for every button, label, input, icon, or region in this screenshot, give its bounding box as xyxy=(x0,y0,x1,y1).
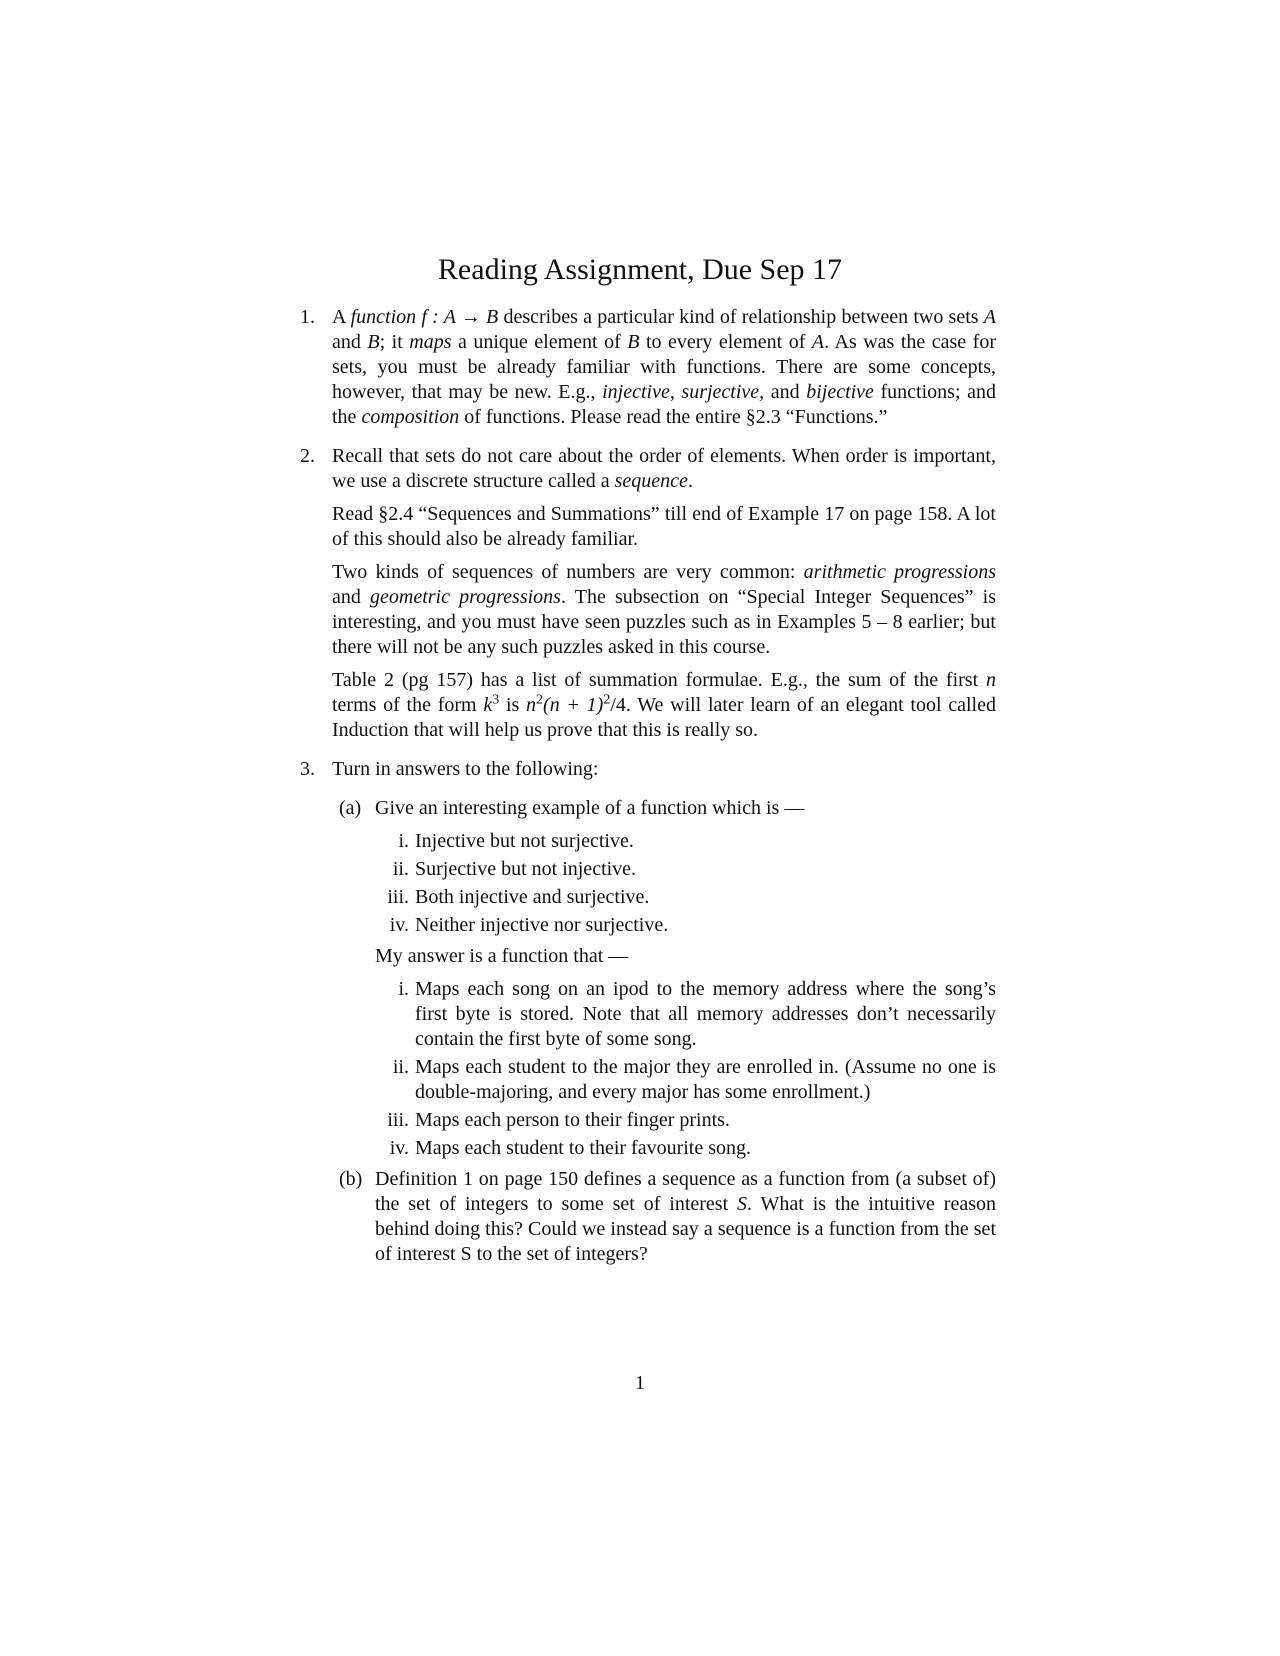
list-item-1 xyxy=(300,305,996,430)
emphasis: maps xyxy=(409,331,452,353)
subitem-a xyxy=(332,796,996,1161)
subitem-b xyxy=(332,1167,996,1267)
page-title: Reading Assignment, Due Sep 17 xyxy=(437,253,843,286)
text: to every element of xyxy=(639,331,812,353)
emphasis: arithmetic progressions xyxy=(803,561,996,583)
list-item-text: Maps each student to the major they are enrolled in. (Assume no one is double-majoring, and every major has some enrollment.) xyxy=(415,1056,996,1103)
text: is xyxy=(499,694,527,716)
list-item-text: Maps each song on an ipod to the memory address where the song’s first byte is stored. Note that all memory addresses don’t necessarily contain the first byte of some song. xyxy=(415,978,996,1050)
roman-list-questions xyxy=(375,829,996,938)
answer-intro: My answer is a function that — xyxy=(375,945,629,967)
page-number: 1 xyxy=(635,1372,645,1394)
text: functions; and the xyxy=(332,381,996,428)
superscript: 3 xyxy=(492,692,500,708)
emphasis: geometric progressions xyxy=(370,586,561,608)
text: /4. We will later learn of an elegant tool called Induction that will help us prove that this is really so. xyxy=(332,694,996,741)
list-item-text: Both injective and surjective. xyxy=(415,886,650,908)
math: n xyxy=(986,669,996,691)
list-item xyxy=(375,1136,996,1161)
text: a unique element of xyxy=(451,331,628,353)
list-item xyxy=(375,913,996,938)
roman-numeral: iv. xyxy=(389,914,409,936)
roman-numeral: i. xyxy=(398,978,409,1000)
math: B xyxy=(627,331,640,353)
roman-numeral: iii. xyxy=(387,886,409,908)
math: f : A → B xyxy=(421,306,499,328)
superscript: 2 xyxy=(603,692,611,708)
text: ; it xyxy=(379,331,410,353)
text: and xyxy=(332,586,370,608)
text: . xyxy=(687,470,693,492)
subitem-label: (a) xyxy=(339,797,362,819)
list-item xyxy=(375,1108,996,1133)
math: A xyxy=(983,306,997,328)
text: Recall that sets do not care about the order of elements. When order is important, we use a discrete structure called a xyxy=(332,445,996,492)
item-number: 1. xyxy=(300,306,315,328)
item-number: 3. xyxy=(300,758,315,780)
roman-numeral: iv. xyxy=(389,1137,409,1159)
text: A xyxy=(332,306,351,328)
item-number: 2. xyxy=(300,445,315,467)
list-item-text: Maps each person to their finger prints. xyxy=(415,1109,730,1131)
text: describes a particular kind of relationship between two sets xyxy=(498,306,984,328)
emphasis: injective, surjective, xyxy=(602,381,765,403)
text: Definition 1 on page 150 defines a sequence as a function from (a subset of) the set of integers to some set of interest xyxy=(375,1168,996,1215)
document-body xyxy=(300,305,996,1281)
subitem-label: (b) xyxy=(339,1168,363,1190)
list-item-text: Neither injective nor surjective. xyxy=(415,914,669,936)
text: Two kinds of sequences of numbers are very common: xyxy=(332,561,804,583)
emphasis: bijective xyxy=(806,381,874,403)
list-item xyxy=(375,885,996,910)
roman-numeral: ii. xyxy=(392,1056,409,1078)
emphasis: composition xyxy=(361,406,460,428)
emphasis: function xyxy=(350,306,417,328)
emphasis: sequence xyxy=(614,470,688,492)
paragraph xyxy=(332,560,996,660)
math: k xyxy=(483,694,493,716)
paragraph xyxy=(332,668,996,743)
list-item-3 xyxy=(300,757,996,1267)
math: S xyxy=(737,1193,748,1215)
subitem-intro: Give an interesting example of a function which is — xyxy=(375,797,805,819)
text: and xyxy=(332,331,368,353)
text: . The subsection on “Special Integer Sequences” is interesting, and you must have seen puzzles such as in Examples 5 – 8 earlier; but there will not be any such puzzles asked in this course. xyxy=(332,586,996,658)
paragraph: Read §2.4 “Sequences and Summations” till end of Example 17 on page 158. A lot of this should also be already familiar. xyxy=(332,503,996,550)
text: of functions. Please read the entire §2.3 “Functions.” xyxy=(459,406,888,428)
math: (n + 1) xyxy=(543,694,604,716)
math: B xyxy=(367,331,380,353)
math: n xyxy=(526,694,537,716)
roman-list-answers xyxy=(375,977,996,1161)
list-item-text: Injective but not surjective. xyxy=(415,830,634,852)
paragraph xyxy=(332,444,996,494)
list-item xyxy=(375,857,996,882)
roman-numeral: i. xyxy=(398,830,409,852)
list-item-text: Surjective but not injective. xyxy=(415,858,637,880)
text: and xyxy=(764,381,807,403)
text: . What is the intuitive reason behind doing this? Could we instead say a sequence is a function from the set of interest S to the set of integers? xyxy=(375,1193,996,1265)
text: Table 2 (pg 157) has a list of summation formulae. E.g., the sum of the first xyxy=(332,669,986,691)
list-item-2 xyxy=(300,444,996,743)
roman-numeral: ii. xyxy=(392,858,409,880)
roman-numeral: iii. xyxy=(387,1109,409,1131)
list-item xyxy=(375,1055,996,1105)
list-item-text: Maps each student to their favourite song. xyxy=(415,1137,752,1159)
text: . As was the case for sets, you must be already familiar with functions. There are some concepts, however, that may be new. E.g., xyxy=(332,331,996,403)
math: A xyxy=(811,331,825,353)
paragraph xyxy=(332,305,996,430)
superscript: 2 xyxy=(536,692,544,708)
text: terms of the form xyxy=(332,694,484,716)
list-item xyxy=(375,977,996,1052)
list-item xyxy=(375,829,996,854)
paragraph xyxy=(375,1167,996,1267)
paragraph: Turn in answers to the following: xyxy=(332,758,599,780)
